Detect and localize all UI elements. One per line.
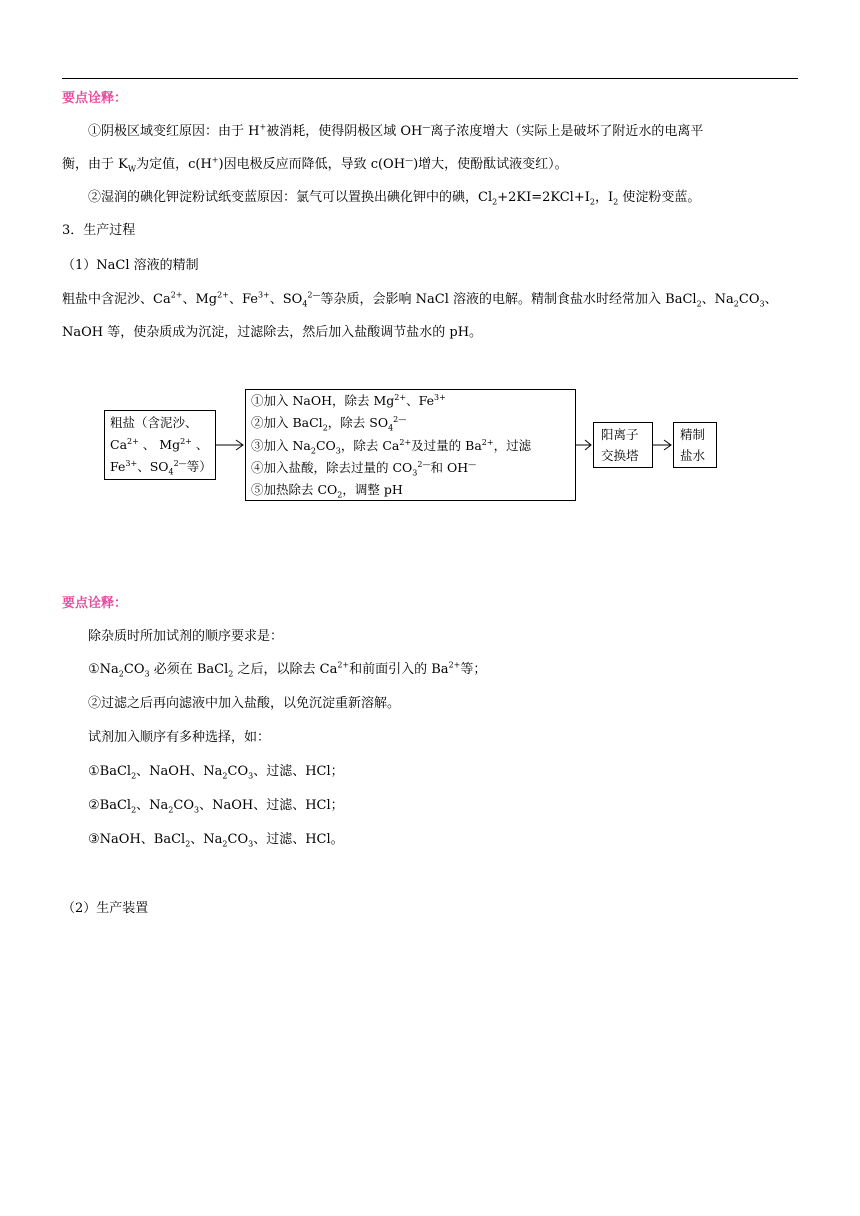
step-3: ③加入 $Na_2CO_3$，除去 $Ca^{2+}$及过量的 $Ba^{2+}$，过滤 [251, 437, 532, 456]
step-5: ⑤加热除去 $CO_2$，调整 pH [251, 482, 403, 500]
section-title-production: 3．生产过程 [62, 223, 136, 238]
paragraph-cathode-red: ①阴极区域变红原因：由于 H+被消耗，使得阴极区域 OH—离子浓度增大（实际上是破坏了附近水的电离平 [88, 122, 704, 139]
order-choices-intro: 试剂加入顺序有多种选择，如： [88, 730, 271, 745]
crude-salt-line2: $Ca^{2+}$ 、 $Mg^{2+}$ 、 [110, 436, 209, 452]
refined-brine-line2: 盐水 [680, 448, 706, 463]
cation-exchange-line2: 交换塔 [601, 448, 639, 463]
order-rule-2: ②过滤之后再向滤液中加入盐酸，以免沉淀重新溶解。 [88, 696, 401, 711]
crude-salt-line3: $Fe^{3+}$、$SO_4^{2—}$等） [110, 458, 212, 477]
subsection-production-device: （2）生产装置 [62, 901, 149, 916]
paragraph-ki-starch: ②湿润的碘化钾淀粉试纸变蓝原因：氯气可以置换出碘化钾中的碘，$Cl_2+2KI=2KCl+I_2$，$I_2$ 使淀粉变蓝。 [88, 190, 701, 207]
order-rule-1: $①Na_2CO_3$ 必须在 BaCl$_2$ 之后，以除去 $Ca^{2+}$和前面引入的 $Ba^{2+}$等； [88, 660, 487, 679]
step-4: ④加入盐酸，除去过量的 $CO_3^{2—}$和 OH— [251, 459, 477, 478]
step-2: ②加入 BaCl$_2$，除去 $SO_4^{2—}$ [251, 414, 407, 433]
paragraph-crude-salt-cont: NaOH 等，使杂质成为沉淀，过滤除去，然后加入盐酸调节盐水的 pH。 [62, 325, 483, 340]
subsection-nacl-refining: （1）NaCl 溶液的精制 [62, 258, 199, 273]
refined-brine-line1: 精制 [680, 427, 706, 442]
order-option-1: ①BaCl$_2$、NaOH、$Na_2CO_3$、过滤、HCl； [88, 764, 344, 781]
step-1: ①加入 NaOH，除去 $Mg^{2+}$、$Fe^{3+}$ [251, 392, 446, 408]
paragraph-crude-salt: 粗盐中含泥沙、$Ca^{2+}$、$Mg^{2+}$、$Fe^{3+}$、$SO_4^{2—}$等杂质，会影响 NaCl 溶液的电解。精制食盐水时经常加入 BaCl$_2$、$Na_2CO_3$、 [62, 290, 778, 309]
cation-exchange-line1: 阳离子 [601, 427, 639, 442]
order-option-2: ②BaCl$_2$、$Na_2CO_3$、NaOH、过滤、HCl； [88, 798, 344, 815]
order-option-3: ③NaOH、BaCl$_2$、$Na_2CO_3$、过滤、HCl。 [88, 832, 344, 849]
crude-salt-line1: 粗盐（含泥沙、 [110, 415, 198, 430]
key-points-heading-2: 要点诠释： [62, 596, 128, 611]
order-requirement: 除杂质时所加试剂的顺序要求是： [88, 629, 284, 644]
key-points-heading-1: 要点诠释： [62, 91, 128, 106]
paragraph-cathode-red-cont: 衡，由于 $K_W$为定值，c(H+)因电极反应而降低，导致 c(OH—)增大，使酚酞试液变红）。 [62, 155, 568, 174]
